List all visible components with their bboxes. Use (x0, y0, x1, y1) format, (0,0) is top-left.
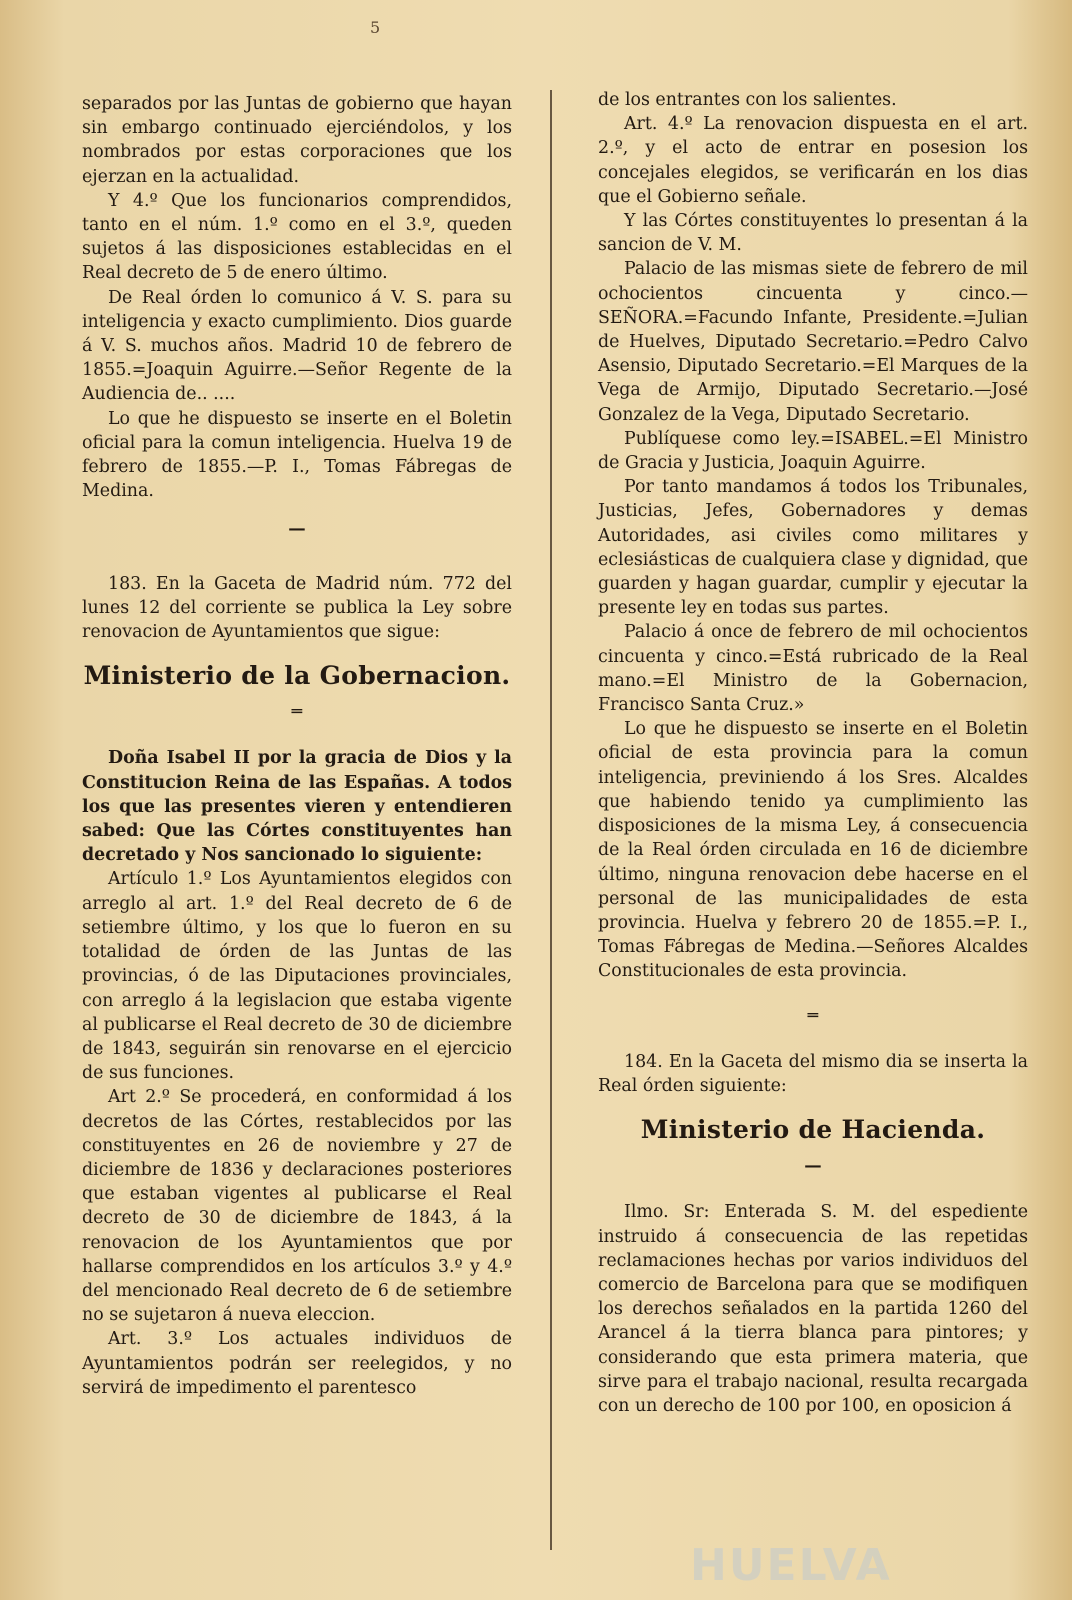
notice-183-intro: 183. En la Gaceta de Madrid núm. 772 del lunes 12 del corriente se publica la Ley sobre renovacion de Ayuntamientos que sigue: (82, 573, 512, 643)
heading-ornament: — (804, 1156, 822, 1177)
article-1: Artículo 1.º Los Ayuntamientos elegidos con arreglo al art. 1.º del Real decreto de 6 de setiembre último, y los que lo fueron en su totalidad de órden de las Juntas de las provincias, ó de las Diputaciones provinciales, con arreglo á la legislacion que estaba vigente al publicarse el Real decreto de 30 de diciembre de 1843, seguirán sin renovarse en el ejercicio de sus funciones. (82, 869, 512, 1084)
paragraph: Ilmo. Sr: Enterada S. M. del espediente instruido á consecuencia de las repetidas reclamaciones hechas por varios individuos del comercio de Barcelona para que se modifiquen los derechos señalados en la partida 1260 del Arancel á la tierra blanca para pintores; y considerando que esta primera materia, que sirve para el trabajo nacional, resulta recargada con un derecho de 100 por 100, en oposicion á (598, 1202, 1028, 1416)
right-column (598, 88, 1028, 1418)
ministry-heading: Ministerio de la Gobernacion. (83, 661, 511, 691)
promulgation: Publíquese como ley.=ISABEL.=El Ministro de Gracia y Justicia, Joaquin Aguirre. (598, 428, 1028, 474)
ministry-heading: Ministerio de Hacienda. (640, 1115, 986, 1145)
column-divider (550, 90, 552, 1550)
paragraph: Lo que he dispuesto se inserte en el Boletin oficial de esta provincia para la comun inteligencia, previniendo á los Sres. Alcaldes que habiendo tenido ya cumplimiento las disposiciones de la misma Ley, á consecuencia de la Real órden circulada en 16 de diciembre último, ninguna renovacion debe hacerse en el personal de las municipalidades de esta provincia. Huelva y febrero 20 de 1855.=P. I., Tomas Fábregas de Medina.—Señores Alcaldes Constitucionales de esta provincia. (598, 719, 1028, 982)
section-separator: — (288, 519, 306, 540)
article-2: Art 2.º Se procederá, en conformidad á los decretos de las Córtes, restablecidos por las constituyentes en 26 de noviembre y 27 de diciembre de 1836 y declaraciones posteriores que estaban vigentes al publicarse el Real decreto de 30 de diciembre de 1843, á la renovacion de los Ayuntamientos que por hallarse comprendidos en los artículos 3.º y 4.º del mencionado Real decreto de 6 de setiembre no se sujetaron á nueva eleccion. (82, 1087, 512, 1326)
watermark: HUELVA (690, 1540, 892, 1591)
signatures: Palacio de las mismas siete de febrero de mil ochocientos cincuenta y cinco.—SEÑORA.=Facundo Infante, Presidente.=Julian de Huelves, Diputado Secretario.=Pedro Calvo Asensio, Diputado Secretario.=El Marques de la Vega de Armijo, Diputado Secretario.—José Gonzalez de la Vega, Diputado Secretario. (598, 259, 1028, 425)
law-preamble: Doña Isabel II por la gracia de Dios y la Constitucion Reina de las Españas. A todos los que las presentes vieren y entendieren sabed: Que las Córtes constituyentes han decretado y Nos sancionado lo siguiente: (82, 748, 512, 866)
heading-ornament: ═ (291, 702, 303, 723)
paragraph: separados por las Juntas de gobierno que hayan sin embargo continuado ejerciéndolos, y los nombrados por estas corporaciones que los ejerzan en la actualidad. (82, 94, 512, 187)
page-number: 5 (370, 18, 381, 37)
paragraph: Lo que he dispuesto se inserte en el Boletin oficial para la comun inteligencia. Huelva 19 de febrero de 1855.—P. I., Tomas Fábregas de Medina. (82, 408, 512, 502)
section-separator: ═ (807, 1005, 819, 1026)
left-column (82, 92, 512, 1400)
paragraph: Por tanto mandamos á todos los Tribunales, Justicias, Jefes, Gobernadores y demas Autoridades, asi civiles como militares y eclesiásticas de cualquiera clase y dignidad, que guarden y hagan guardar, cumplir y ejecutar la presente ley en todas sus partes. (598, 477, 1028, 619)
paragraph: De Real órden lo comunico á V. S. para su inteligencia y exacto cumplimiento. Dios guarde á V. S. muchos años. Madrid 10 de febrero de 1855.=Joaquin Aguirre.—Señor Regente de la Audiencia de.. .... (82, 287, 512, 405)
paragraph: Y las Córtes constituyentes lo presentan á la sancion de V. M. (598, 211, 1028, 256)
notice-184-intro: 184. En la Gaceta del mismo dia se inserta la Real órden siguiente: (598, 1051, 1028, 1096)
paragraph: Y 4.º Que los funcionarios comprendidos, tanto en el núm. 1.º como en el 3.º, queden sujetos á las disposiciones establecidas en el Real decreto de 5 de enero último. (82, 190, 512, 284)
paragraph: de los entrantes con los salientes. (598, 90, 897, 110)
paragraph: Palacio á once de febrero de mil ochocientos cincuenta y cinco.=Está rubricado de la Real mano.=El Ministro de la Gobernacion, Francisco Santa Cruz.» (598, 622, 1028, 716)
article-4: Art. 4.º La renovacion dispuesta en el art. 2.º, y el acto de entrar en posesion los concejales elegidos, se verificarán en los dias que el Gobierno señale. (598, 114, 1028, 207)
article-3: Art. 3.º Los actuales individuos de Ayuntamientos podrán ser reelegidos, y no servirá de impedimento el parentesco (82, 1329, 512, 1398)
